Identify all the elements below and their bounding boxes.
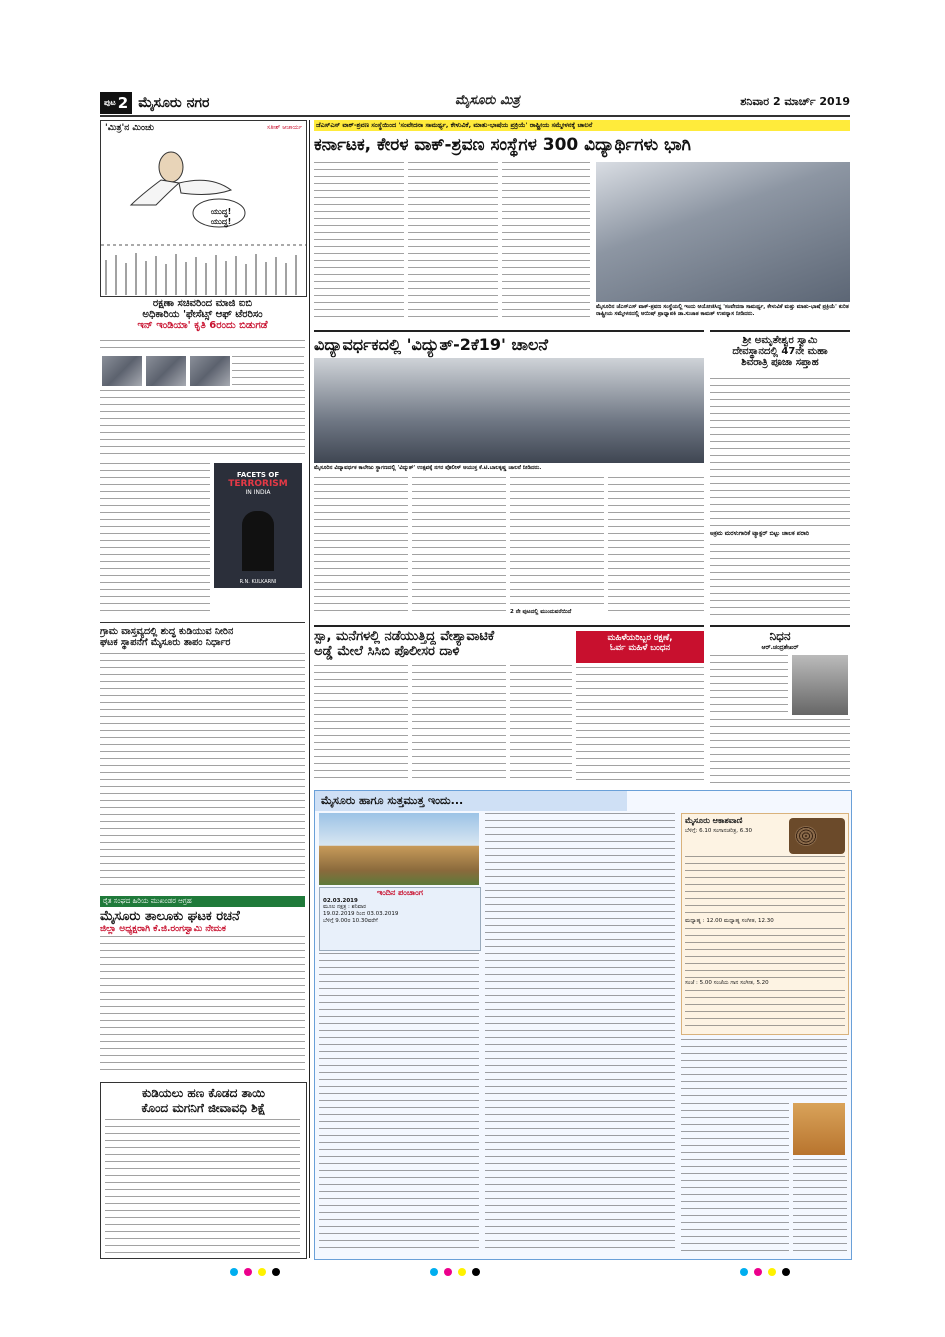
- raid-col-2: [412, 665, 506, 783]
- crime-story: [100, 1082, 307, 1259]
- top-kicker: ಜೆಎಸ್‌ಎಸ್ ವಾಕ್-ಶ್ರವಣ ಸಂಸ್ಥೆಯಿಂದ 'ಸಂವೇದನಾ ಸಾಮರ್ಥ್ಯ, ಕೇಳುವಿಕೆ, ಮಾತು-ಭಾಷೆಯ ಪ್ರಕ್ರಿಯೆ' ರಾಷ್ಟ್ರೀಯ ಸಮ್ಮೇಳನಕ್ಕೆ ಚಾಲನೆ: [314, 120, 850, 131]
- radio-box: [681, 813, 849, 1035]
- vidyut-headline: ವಿದ್ಯಾವರ್ಧಕದಲ್ಲಿ 'ವಿದ್ಯುತ್-2ಕೆ19' ಚಾಲನೆ: [314, 335, 548, 354]
- book-cover-figure: [242, 511, 274, 571]
- panchanga-box: [319, 887, 481, 951]
- raid-headline-2: ಅಡ್ಡೆ ಮೇಲೆ ಸಿಸಿಬಿ ಪೊಲೀಸರ ದಾಳಿ: [314, 644, 460, 659]
- book-story-text-3: [100, 390, 305, 460]
- obituary-text-2: [710, 719, 850, 783]
- today-col-4: [681, 1103, 789, 1253]
- temple-headline-1: ಶ್ರೀ ಅಮೃತೇಶ್ವರ ಸ್ವಾಮಿ: [742, 335, 818, 346]
- radio-text-1: [685, 856, 845, 916]
- issue-date: ಶನಿವಾರ 2 ಮಾರ್ಚ್ 2019: [740, 95, 850, 108]
- top-photo-caption: ಮೈಸೂರಿನ ಜೆಎಸ್‌ಎಸ್ ವಾಕ್-ಶ್ರವಣ ಸಂಸ್ಥೆಯಲ್ಲಿ ಇಂದು ಆಯೋಜಿಸಿದ್ದ 'ಸಂವೇದನಾ ಸಾಮರ್ಥ್ಯ, ಕೇಳುವಿಕೆ ಮತ್ತು ಮಾತು-ಭಾಷೆ ಪ್ರಕ್ರಿಯೆ' ಕುರಿತ ರಾಷ್ಟ್ರೀಯ ಸಮ್ಮೇಳನದಲ್ಲಿ ಆಯಿಷ್ ಪ್ರಾಧ್ಯಾಪಕಿ ಡಾ.ಸುಜಾತ ಕಾಮತ್ ಉಪನ್ಯಾಸ ನೀಡಿದರು.: [596, 304, 849, 317]
- radio-icon: [789, 818, 845, 854]
- water-story: [100, 622, 305, 893]
- portrait-photo-3: [190, 356, 230, 386]
- book-story-text-2: [232, 356, 304, 386]
- top-story: [314, 120, 850, 325]
- raid-story: [314, 625, 704, 787]
- today-col-1: [319, 953, 479, 1253]
- book-headline-2: ಅಧಿಕಾರಿಯ 'ಫೇಸೆಟ್ಸ್ ಆಫ್ ಟೆರರಿಸಂ: [142, 309, 263, 320]
- cartoon-title: 'ಮಿತ್ರ'ನ ಮಿಂಚು: [105, 123, 155, 133]
- raid-col-4: [576, 667, 704, 783]
- today-col-3: [681, 1039, 847, 1099]
- raid-side-2: ಓರ್ವ ಮಹಿಳೆ ಬಂಧನ: [609, 643, 671, 653]
- panchanga-star: ಮೂಲ ನಕ್ಷತ್ರ : ಶನಿವಾರ: [323, 904, 367, 910]
- book-story-text: [100, 340, 305, 354]
- page-label: ಪುಟ: [104, 98, 116, 107]
- cartoon-artist: ಸತೀಶ್ ಆಚಾರ್ಯ: [267, 124, 302, 131]
- book-headline-1: ರಕ್ಷಣಾ ಸಚಿವರಿಂದ ಮಾಜಿ ಐಬಿ: [152, 298, 253, 309]
- obituary-name: ಆರ್.ಚಂದ್ರಶೇಖರ್: [761, 644, 799, 651]
- today-banner: ಮೈಸೂರು ಹಾಗೂ ಸುತ್ತಮುತ್ತ ಇಂದು...: [315, 791, 627, 811]
- temple-story-text-2: [710, 544, 850, 620]
- temple-story-text: [710, 378, 850, 528]
- crime-headline-1: ಕುಡಿಯಲು ಹಣ ಕೊಡದ ತಾಯಿ: [142, 1086, 265, 1100]
- radio-title: ಮೈಸೂರು ಆಕಾಶವಾಣಿ: [685, 816, 743, 825]
- panchanga-date: 02.03.2019: [323, 898, 358, 904]
- section-title: ಮೈಸೂರು ನಗರ: [138, 95, 210, 111]
- panchanga-title: ಇಂದಿನ ಪಂಚಾಂಗ: [377, 888, 423, 897]
- portrait-photo-1: [102, 356, 142, 386]
- today-col-5: [793, 1159, 847, 1253]
- registration-marks-center: [430, 1268, 550, 1276]
- top-story-col-1: [314, 162, 404, 322]
- radio-text-3: [685, 990, 845, 1030]
- book-cover-author: R.N. KULKARNI: [239, 579, 277, 585]
- today-section: [314, 790, 852, 1260]
- obituary: [710, 625, 850, 787]
- page-header: [100, 92, 850, 114]
- water-headline-2: ಘಟಕ ಸ್ಥಾಪನೆಗೆ ಮೈಸೂರು ತಾಪಂ ನಿರ್ಧಾರ: [100, 637, 231, 648]
- vidyut-photo: [314, 358, 704, 463]
- vidyut-continued: 2 ನೇ ಪುಟದಲ್ಲಿ ಮುಂದುವರೆಯಿದೆ: [510, 609, 572, 615]
- radio-line-1: ಬೆಳಿಗ್ಗೆ: 6.10 ಸಂಗಾನಚರಿತ್ರ, 6.30: [685, 828, 752, 834]
- book-cover-title-3: IN INDIA: [245, 489, 271, 496]
- temple-headline-3: ಶಿವರಾತ್ರಿ ಪೂಜಾ ಸಪ್ತಾಹ: [741, 357, 819, 368]
- raid-side-1: ಮಹಿಳೆಯರಿಬ್ಬರ ರಕ್ಷಣೆ,: [607, 633, 673, 643]
- book-story-text-4: [100, 463, 210, 613]
- radio-text-2: [685, 928, 845, 978]
- radio-speaker-icon: [795, 826, 817, 846]
- temple-story: [710, 330, 850, 622]
- book-headline-3: ಇನ್ ಇಂಡಿಯಾ' ಕೃತಿ 6ರಂದು ಬಿಡುಗಡೆ: [137, 320, 268, 331]
- portrait-photo-2: [146, 356, 186, 386]
- raid-col-3: [510, 665, 572, 783]
- masthead-logo: ಮೈಸೂರು ಮಿತ್ರ: [455, 93, 520, 108]
- water-story-text: [100, 653, 305, 889]
- registration-marks-right: [740, 1268, 860, 1276]
- registration-marks-left: [230, 1268, 350, 1276]
- vidyut-story: [314, 330, 704, 622]
- vidyut-caption: ಮೈಸೂರಿನ ವಿದ್ಯಾವರ್ಧಕ ಕಾಲೇಜು ಸ್ಥಾಗಣದಲ್ಲಿ 'ವಿದ್ಯುತ್' ಉತ್ಸವಕ್ಕೆ ನಗರ ಪೊಲೀಸ್ ಆಯುಕ್ತ ಕೆ.ಟಿ.ಬಾಲಕೃಷ್ಣ ಚಾಲನೆ ನೀಡಿದರು.: [314, 465, 542, 471]
- swami-photo: [793, 1103, 845, 1155]
- raid-side-box: [576, 631, 704, 663]
- book-story: [100, 298, 305, 618]
- header-rule: [100, 115, 850, 117]
- book-cover-title-1: FACETS OF: [236, 471, 280, 479]
- panchanga-range: 19.02.2019 ರಿಂದ 03.03.2019: [323, 911, 399, 917]
- column-rule: [309, 120, 310, 1258]
- water-headline-1: ಗ್ರಾಮ ವಾಸ್ತವ್ಯದಲ್ಲಿ ಶುದ್ಧ ಕುಡಿಯುವ ನೀರಿನ: [100, 626, 234, 637]
- top-story-col-3: [502, 162, 590, 322]
- crime-headline-2: ಕೊಂದ ಮಗನಿಗೆ ಜೀವಾವಧಿ ಶಿಕ್ಷೆ: [141, 1101, 266, 1115]
- obituary-text: [710, 655, 788, 715]
- raid-headline-1: ಸ್ಪಾ, ಮನೆಗಳಲ್ಲಿ ನಡೆಯುತ್ತಿದ್ದ ವೇಶ್ಯಾವಾಟಿಕೆ: [314, 629, 495, 644]
- conference-photo: [596, 162, 850, 302]
- taluk-subhead: ಜಿಲ್ಲಾ ಅಧ್ಯಕ್ಷರಾಗಿ ಕೆ.ಜಿ.ರಂಗಸ್ವಾಮಿ ನೇಮಕ: [100, 924, 226, 934]
- obituary-photo: [792, 655, 848, 715]
- obituary-title: ನಿಧನ: [769, 629, 791, 643]
- palace-photo: [319, 813, 479, 885]
- radio-line-2: ಮಧ್ಯಾಹ್ನ : 12.00 ಮಧ್ಯಾಹ್ನ ಸಂಗೀತ, 12.30: [685, 918, 774, 924]
- page-number-badge: [100, 92, 132, 114]
- vidyut-col-4: [608, 477, 704, 617]
- taluk-story-text: [100, 936, 305, 1074]
- newspaper-page: [100, 92, 850, 1262]
- taluk-headline: ಮೈಸೂರು ತಾಲೂಕು ಘಟಕ ರಚನೆ: [100, 909, 240, 924]
- cartoon-speech-bubble: ಯುದ್ಧ! ಯುದ್ಧ!: [210, 207, 232, 226]
- today-col-2: [485, 813, 675, 1253]
- taluk-kicker: ರೈತ ಸಂಘದ ಹಿರಿಯ ಮುಖಂಡರ ಆಗ್ರಹ: [100, 896, 305, 907]
- page-number: 2: [117, 94, 129, 112]
- radio-line-3: ಸಂಜೆ : 5.00 ಸಂಜೆಯ ಗಾನ ಸಂಗೀತ, 5.20: [685, 980, 769, 986]
- vidyut-col-1: [314, 477, 408, 617]
- vidyut-col-2: [412, 477, 506, 617]
- top-story-col-2: [408, 162, 498, 322]
- taluk-story: [100, 896, 305, 1076]
- panchanga-time: ಬೆಳಿಗ್ಗೆ 9.00ರ 10.30ವರೆಗೆ: [323, 918, 378, 924]
- crime-story-text: [105, 1119, 300, 1253]
- book-cover-title-2: TERRORISM: [228, 479, 288, 489]
- top-headline: ಕರ್ನಾಟಕ, ಕೇರಳ ವಾಕ್-ಶ್ರವಣ ಸಂಸ್ಥೆಗಳ 300 ವಿದ್ಯಾರ್ಥಿಗಳು ಭಾಗಿ: [314, 135, 691, 155]
- raid-col-1: [314, 665, 408, 783]
- cartoon-box: [100, 120, 307, 297]
- temple-subhead: ಅಕ್ರಮ ಮರಳುಗಾರಿಕೆ ಟ್ಯಾಕ್ಟರ್ ಬಿಟ್ಟು ಚಾಲಕ ಪರಾರಿ: [710, 530, 810, 537]
- temple-headline-2: ದೇವಸ್ಥಾನದಲ್ಲಿ 47ನೇ ಮಹಾ: [732, 346, 828, 357]
- vidyut-col-3: [510, 477, 604, 607]
- book-cover: [214, 463, 302, 588]
